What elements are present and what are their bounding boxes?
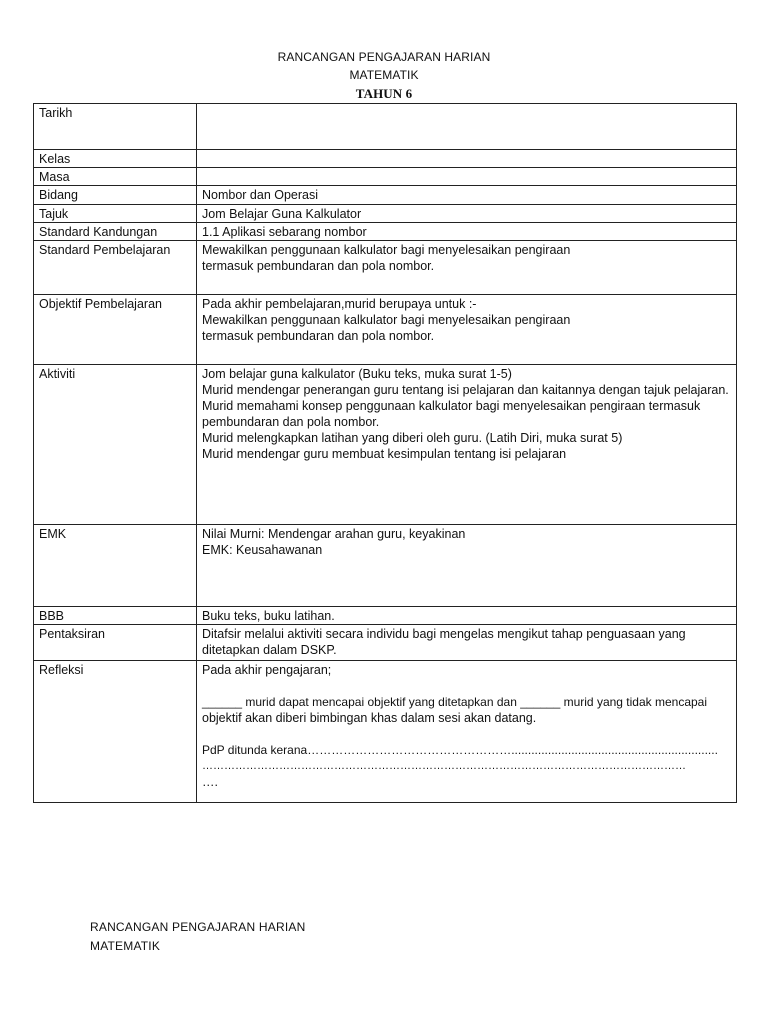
label-masa: Masa [34, 168, 197, 186]
value-tarikh [197, 104, 737, 150]
label-bidang: Bidang [34, 186, 197, 205]
label-kelas: Kelas [34, 150, 197, 168]
footer-subject: MATEMATIK [90, 939, 161, 953]
label-emk: EMK [34, 525, 197, 607]
text-line: EMK: Keusahawanan [202, 543, 323, 557]
text-line: Murid mendengar guru membuat kesimpulan tentang isi pelajaran [202, 447, 567, 461]
row-kelas [34, 150, 737, 168]
label-pentaksiran: Pentaksiran [34, 625, 197, 661]
row-emk [34, 525, 737, 607]
text-line: Jom belajar guna kalkulator (Buku teks, muka surat 1-5) [202, 367, 512, 381]
value-pentaksiran [197, 625, 737, 661]
value-objektif [197, 295, 737, 365]
footer-title: RANCANGAN PENGAJARAN HARIAN [90, 920, 306, 934]
text-line: Mewakilkan penggunaan kalkulator bagi menyelesaikan pengiraan [202, 243, 571, 257]
label-objektif: Objektif Pembelajaran [34, 295, 197, 365]
text-line: Pada akhir pengajaran; [202, 663, 332, 677]
label-aktiviti: Aktiviti [34, 365, 197, 525]
label-tajuk: Tajuk [34, 205, 197, 223]
text-line: termasuk pembundaran dan pola nombor. [202, 259, 435, 273]
document-subject: MATEMATIK [349, 68, 419, 82]
value-standard-kandungan: 1.1 Aplikasi sebarang nombor [197, 223, 737, 241]
label-bbb: BBB [34, 607, 197, 625]
text-line: objektif akan diberi bimbingan khas dalam sesi akan datang. [202, 711, 537, 725]
text-line: Murid memahami konsep penggunaan kalkulator bagi menyelesaikan pengiraan termasuk [202, 399, 701, 413]
spacer [202, 678, 731, 694]
row-refleksi [34, 661, 737, 803]
text-line: Mewakilkan penggunaan kalkulator bagi menyelesaikan pengiraan [202, 313, 571, 327]
row-objektif [34, 295, 737, 365]
row-bbb [34, 607, 737, 625]
row-aktiviti [34, 365, 737, 525]
text-line: …. [202, 775, 218, 789]
text-line: ______ murid dapat mencapai objektif yang ditetapkan dan ______ murid yang tidak mencapai [202, 695, 708, 709]
row-pentaksiran [34, 625, 737, 661]
value-bbb: Buku teks, buku latihan. [197, 607, 737, 625]
row-tarikh [34, 104, 737, 150]
lesson-plan-table [33, 103, 737, 803]
text-line: Murid melengkapkan latihan yang diberi oleh guru. (Latih Diri, muka surat 5) [202, 431, 623, 445]
row-standard-pembelajaran [34, 241, 737, 295]
text-line: …………………………………………………………………………………………………………………… [202, 760, 686, 772]
document-year: TAHUN 6 [355, 86, 413, 101]
text-line: PdP ditunda kerana…………………………………………….............................................................. [202, 743, 718, 757]
value-aktiviti [197, 365, 737, 525]
spacer [202, 726, 731, 742]
value-refleksi [197, 661, 737, 803]
label-refleksi: Refleksi [34, 661, 197, 803]
row-standard-kandungan [34, 223, 737, 241]
text-line: Pada akhir pembelajaran,murid berupaya untuk :- [202, 297, 477, 311]
label-tarikh: Tarikh [34, 104, 197, 150]
label-standard-kandungan: Standard Kandungan [34, 223, 197, 241]
row-tajuk [34, 205, 737, 223]
value-emk [197, 525, 737, 607]
label-standard-pembelajaran: Standard Pembelajaran [34, 241, 197, 295]
text-line: Murid mendengar penerangan guru tentang isi pelajaran dan kaitannya dengan tajuk pelajaran. [202, 383, 729, 397]
text-line: Ditafsir melalui aktiviti secara individu bagi mengelas mengikut tahap penguasaan yang [202, 627, 686, 641]
value-bidang: Nombor dan Operasi [197, 186, 737, 205]
row-bidang [34, 186, 737, 205]
value-standard-pembelajaran [197, 241, 737, 295]
text-line: termasuk pembundaran dan pola nombor. [202, 329, 435, 343]
value-tajuk: Jom Belajar Guna Kalkulator [197, 205, 737, 223]
row-masa [34, 168, 737, 186]
text-line: Nilai Murni: Mendengar arahan guru, keyakinan [202, 527, 466, 541]
value-kelas [197, 150, 737, 168]
document-title: RANCANGAN PENGAJARAN HARIAN [277, 50, 491, 64]
text-line: ditetapkan dalam DSKP. [202, 643, 337, 657]
value-masa [197, 168, 737, 186]
text-line: pembundaran dan pola nombor. [202, 415, 380, 429]
